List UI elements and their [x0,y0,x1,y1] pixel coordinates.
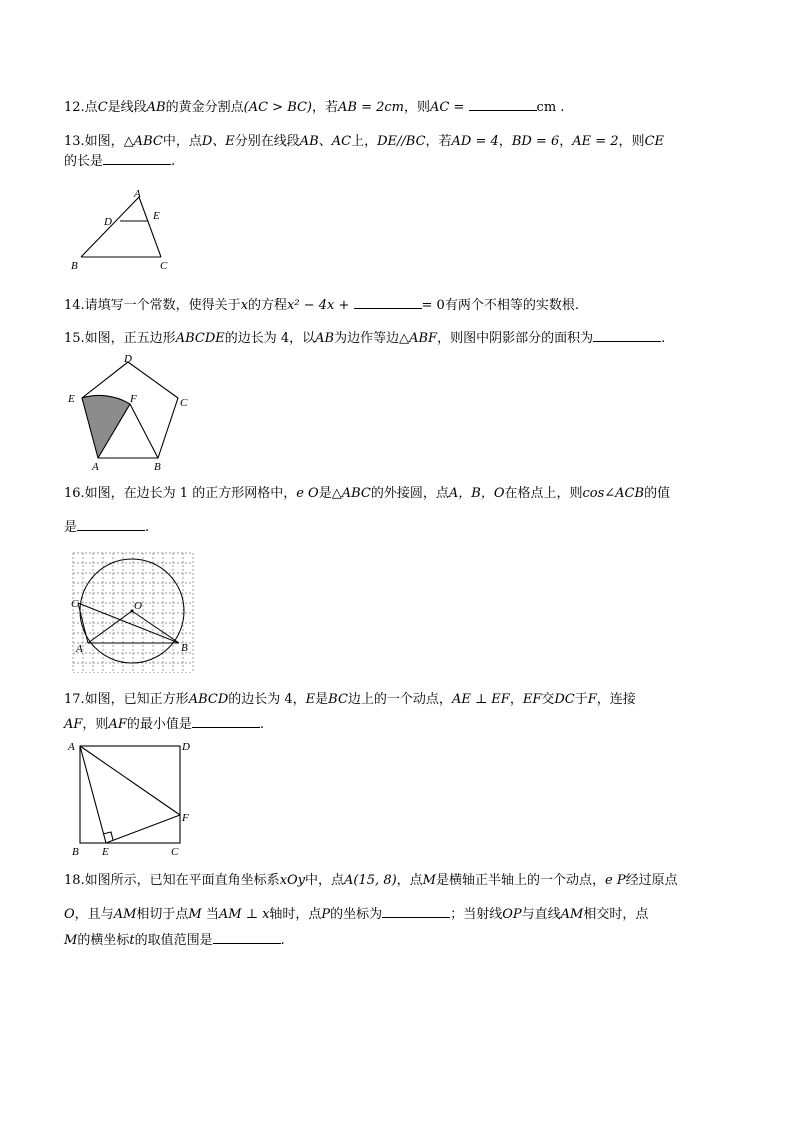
q18-answer-blank-1[interactable] [382,904,450,918]
q17-text: 是 [315,692,329,707]
q18-text: 与直线 [521,907,561,922]
q14-text: 的方程 [248,298,288,313]
q13-text: . [171,154,176,169]
q17-label-e: E [102,846,109,858]
q15-text: ，则图中阴影部分的面积为 [437,331,594,346]
q14-text: 14.请填写一个常数，使得关于 [64,298,241,313]
q17-text: 于 [574,692,588,707]
q12-segment: AB [146,100,166,115]
q18-text: 相交时，点 [583,907,649,922]
q17-square-figure [64,737,200,859]
q17-line1 [64,687,734,713]
q17-text: ，连接 [596,692,636,707]
q17-text: ，则 [82,717,109,732]
q18-line2 [64,902,734,928]
q18-text: 轴时，点 [269,907,322,922]
q16-line1 [64,481,734,507]
q13-text: ，若 [425,134,452,149]
q13-seg: AB [299,134,319,149]
q15-label-b: B [154,461,161,472]
q17-label-c: C [171,846,179,858]
q18-text: 的取值范围是 [134,933,213,948]
q18-text: 18.如图所示，已知在平面直角坐标系 [64,873,280,888]
q18-seg: AM [560,907,584,922]
q13-text: ，则 [618,134,645,149]
q13-label-d: D [104,216,112,228]
q15-pentagon: ABCDE [175,331,225,346]
q13-label-a: A [134,188,141,200]
q14-equation: x² − 4x + [287,298,350,313]
q12-text: 的黄金分割点 [165,100,244,115]
q16-label-a: A [76,643,83,655]
q17-seg: AF [64,717,83,732]
q13-triangle-figure [66,185,186,275]
q18-line3 [64,928,734,954]
q18-point: M [188,907,202,922]
q12-point: C [97,100,108,115]
q15-pentagon-figure [64,352,194,472]
q14-var: x [240,298,249,313]
q18-point: P [321,907,331,922]
q18-text: ，且与 [74,907,114,922]
q18-system: xOy [279,873,306,888]
q18-seg: AM [113,907,137,922]
q12-unit: cm . [536,100,565,115]
q16-text: 16.如图，在边长为 1 的正方形网格中， [64,486,297,501]
q13-text: 中，点 [162,134,202,149]
q13-text: 、 [318,134,332,149]
q17-answer-blank[interactable] [192,714,260,728]
q17-text: . [259,717,265,732]
q18-point: M [422,873,436,888]
q12-text: 是线段 [107,100,147,115]
question-13 [64,129,734,175]
q17-text: 交 [541,692,555,707]
q14-text: 有两个不相等的实数根. [444,298,579,313]
q13-text: 的长是 [64,154,104,169]
q16-text: 是 [64,520,78,535]
q18-circle: e P [605,873,626,888]
q17-seg: BC [328,692,348,707]
q17-label-f: F [182,812,189,824]
q17-line2 [64,712,734,738]
q15-text: 为边作等边 [334,331,400,346]
q17-label-a: A [68,741,75,753]
q12-condition: (AC > BC) [243,100,313,115]
q17-label-d: D [182,741,190,753]
q13-answer-blank[interactable] [103,151,171,165]
q15-label-c: C [180,397,188,409]
q13-label-e: E [153,210,160,222]
q15-text: . [661,331,666,346]
q17-point: F [587,692,597,707]
q18-ray: OP [502,907,522,922]
q18-line1 [64,868,734,894]
q14-answer-blank[interactable] [354,295,422,309]
q13-given: BD = 6 [511,134,560,149]
question-12 [64,95,734,121]
q16-grid-figure [70,551,195,673]
q18-text: 当 [205,907,219,922]
q13-text: ， [559,134,573,149]
q13-label-c: C [160,260,168,272]
q18-text: 中，点 [305,873,345,888]
q16-line2 [64,515,734,541]
q12-text: ，则 [404,100,431,115]
q15-text: 15.如图，正五边形 [64,331,176,346]
q18-text: ，点 [396,873,423,888]
q17-point: E [305,692,316,707]
q16-target: cos∠ACB [582,486,645,501]
q15-label-e: E [68,393,75,405]
q18-origin: O [64,907,75,922]
q13-text: 分别在线段 [234,134,300,149]
q16-text: 的值 [644,486,671,501]
q13-text: 上， [351,134,378,149]
q13-label-b: B [71,260,78,272]
q18-perp: AM ⊥ x [218,907,270,922]
q16-text: 是 [318,486,332,501]
q15-triangle: △ABF [399,331,438,346]
q13-seg: AC [331,134,352,149]
q17-text: 边上的一个动点， [347,692,452,707]
q18-text: 经过原点 [625,873,678,888]
q17-text: 17.如图，已知正方形 [64,692,189,707]
question-17 [64,687,734,738]
q16-text: 的外接圆，点 [370,486,449,501]
q13-text: ， [498,134,512,149]
q18-text: 相切于点 [136,907,189,922]
q13-target: CE [644,134,664,149]
q16-dashed-grid [73,553,193,673]
q13-text: 13.如图， [64,134,124,149]
q13-parallel: DE//BC [377,134,426,149]
q13-points: D、E [201,134,235,149]
q18-text: ；当射线 [450,907,503,922]
question-16 [64,481,734,541]
q16-points: A，B，O [448,486,505,501]
q16-label-c: C [71,598,79,610]
q17-perp: AE ⊥ EF [451,692,510,707]
q17-text: ， [509,692,523,707]
q18-text: . [280,933,285,948]
q12-answer-blank[interactable] [469,97,537,111]
q13-given: AD = 4 [451,134,499,149]
q15-text: 的边长为 4，以 [224,331,316,346]
q17-seg: DC [554,692,575,707]
q13-given: AE = 2 [572,134,619,149]
q16-triangle: △ABC [331,486,371,501]
q16-text: 在格点上，则 [504,486,583,501]
q15-seg: AB [315,331,335,346]
question-14 [64,293,734,319]
q18-point: M [64,933,78,948]
q18-text: 的横坐标 [77,933,130,948]
q17-text: 的边长为 4， [228,692,306,707]
q17-seg: AF [108,717,127,732]
q18-text: 的坐标为 [330,907,383,922]
q17-seg: EF [522,692,542,707]
q12-text: 12.点 [64,100,98,115]
question-18 [64,868,734,954]
q15-label-a: A [92,461,99,472]
q17-square: ABCD [188,692,229,707]
q17-label-b: B [72,846,79,858]
q15-label-f: F [130,393,137,405]
q12-target: AC = [430,100,465,115]
q13-triangle: △ABC [123,134,163,149]
q14-equation-rhs: = 0 [421,298,445,313]
q15-answer-blank[interactable] [593,328,661,342]
q18-var: t [129,933,135,948]
q15-label-d: D [124,353,132,365]
question-15 [64,326,734,352]
q16-circle: e O [296,486,319,501]
q18-point-a: A(15, 8) [344,873,397,888]
q16-answer-blank[interactable] [77,517,145,531]
q16-label-b: B [181,642,188,654]
q12-given: AB = 2cm [338,100,405,115]
q18-answer-blank-2[interactable] [213,930,281,944]
q16-label-o: O [134,600,142,612]
q17-text: 的最小值是 [126,717,192,732]
q16-text: . [145,520,150,535]
q18-text: 是横轴正半轴上的一个动点， [435,873,605,888]
q12-text: ，若 [312,100,339,115]
